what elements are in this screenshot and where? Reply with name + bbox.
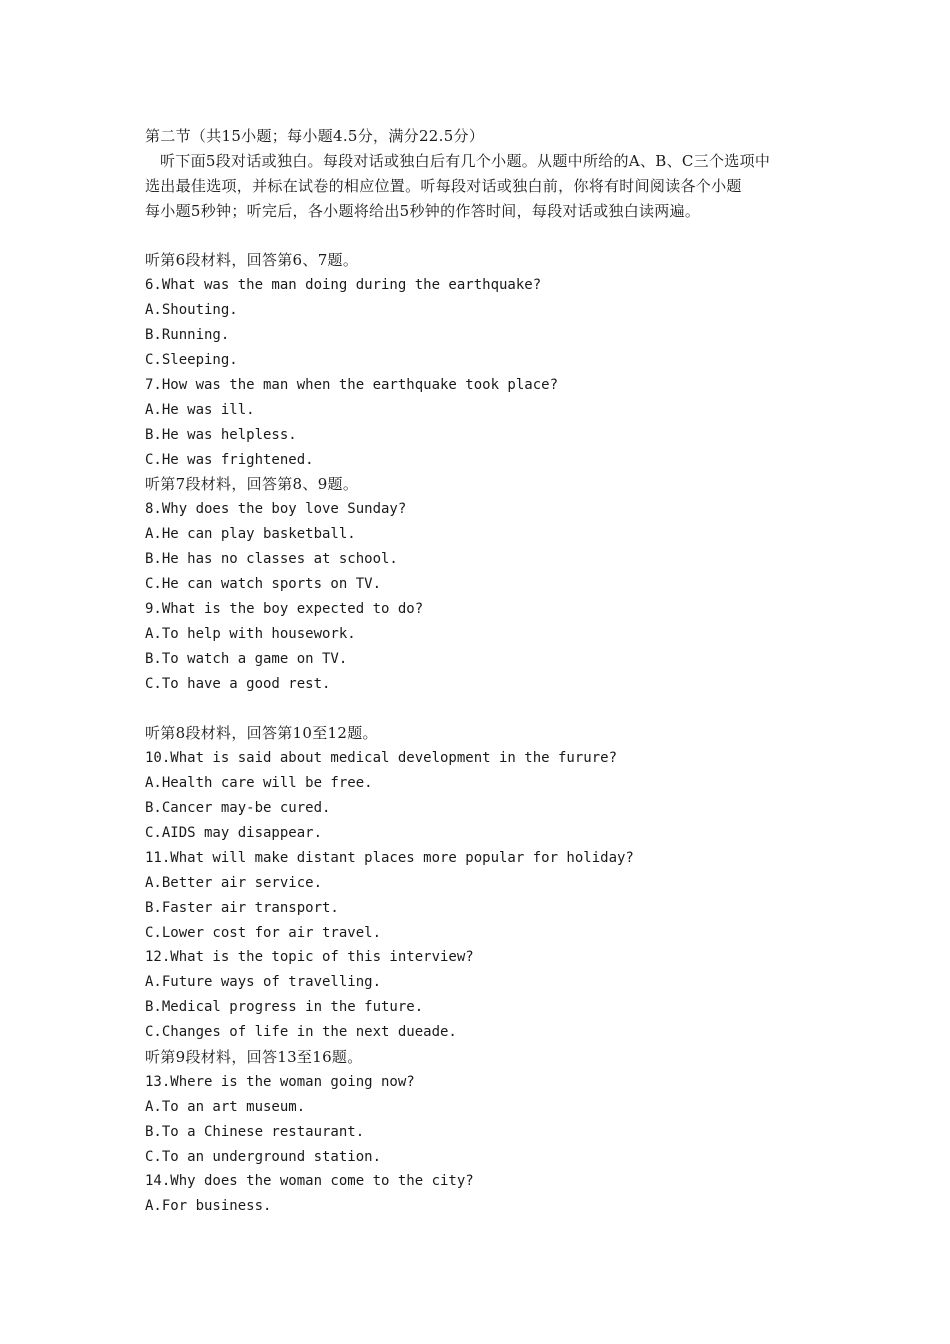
spacer [145,696,825,721]
question-stem: 8.Why does the boy love Sunday? [145,501,407,518]
option: C.Lower cost for air travel. [145,924,382,941]
option: B.He was helpless. [145,426,297,443]
group-label: 听第9段材料，回答13至16题。 [145,1047,363,1066]
option: C.Sleeping. [145,352,238,369]
spacer [145,224,825,249]
option: A.He can play basketball. [145,526,356,543]
question-stem: 11.What will make distant places more popular for holiday? [145,849,634,866]
section-heading: 第二节（共15小题；每小题4.5分，满分22.5分） [145,127,485,145]
exam-page [145,124,825,1219]
option: A.To help with housework. [145,625,356,642]
option: C.To an underground station. [145,1148,382,1165]
option: B.To watch a game on TV. [145,650,348,667]
question-stem: 7.How was the man when the earthquake took place? [145,376,559,393]
option: B.He has no classes at school. [145,551,398,568]
option: A.Better air service. [145,874,323,891]
option: B.To a Chinese restaurant. [145,1123,365,1140]
option: A.To an art museum. [145,1098,306,1115]
option: B.Cancer may-be cured. [145,800,331,817]
option: A.He was ill. [145,401,255,418]
group-label: 听第8段材料，回答第10至12题。 [145,724,378,743]
question-stem: 10.What is said about medical development in the furure? [145,750,618,767]
option: C.He was frightened. [145,451,314,468]
question-stem: 14.Why does the woman come to the city? [145,1173,474,1190]
option: C.He can watch sports on TV. [145,576,382,593]
option: A.For business. [145,1198,272,1215]
option: A.Future ways of travelling. [145,974,382,991]
question-stem: 6.What was the man doing during the earthquake? [145,277,542,294]
option: C.To have a good rest. [145,675,331,692]
option: C.Changes of life in the next dueade. [145,1024,457,1041]
option: C.AIDS may disappear. [145,824,323,841]
question-stem: 12.What is the topic of this interview? [145,949,474,966]
group-label: 听第6段材料，回答第6、7题。 [145,251,359,270]
option: B.Faster air transport. [145,899,339,916]
question-stem: 9.What is the boy expected to do? [145,600,424,617]
question-stem: 13.Where is the woman going now? [145,1073,415,1090]
option: B.Medical progress in the future. [145,999,424,1016]
instructions-line: 每小题5秒钟；听完后，各小题将给出5秒钟的作答时间，每段对话或独白读两遍。 [145,201,701,220]
option: B.Running. [145,327,230,344]
option: A.Health care will be free. [145,775,373,792]
instructions-line: 选出最佳选项，并标在试卷的相应位置。听每段对话或独白前，你将有时间阅读各个小题 [145,176,742,195]
option: A.Shouting. [145,302,238,319]
instructions-line: 听下面5段对话或独白。每段对话或独白后有几个小题。从题中所给的A、B、C三个选项中 [160,151,771,170]
group-label: 听第7段材料，回答第8、9题。 [145,475,359,494]
